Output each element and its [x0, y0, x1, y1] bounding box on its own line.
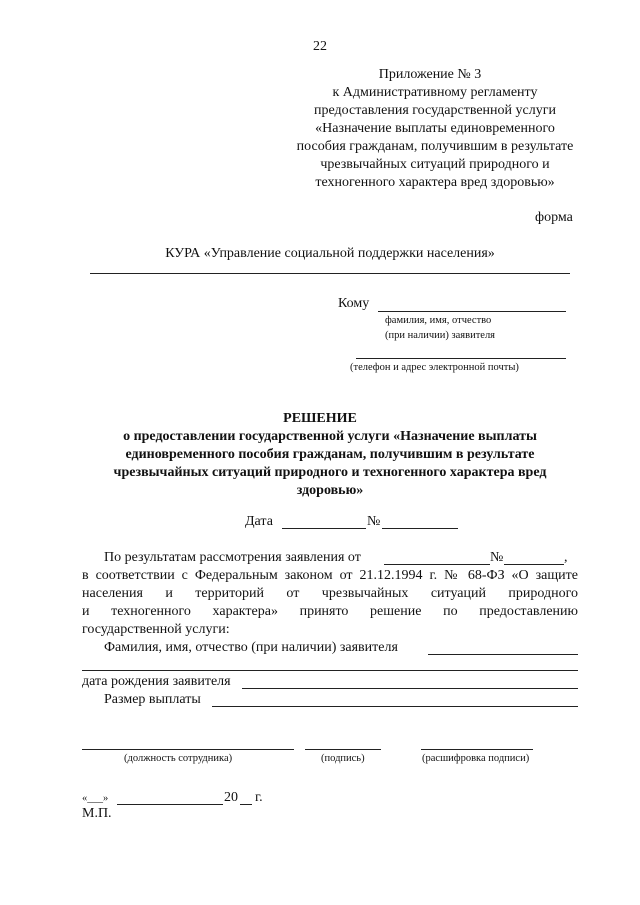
decision-subtitle: здоровью» [296, 483, 364, 498]
body-text: в соответствии с Федеральным законом от 21.12.1994 г. № 68-ФЗ «О защите [82, 568, 578, 583]
application-date-field[interactable] [384, 564, 490, 565]
name-hint: (при наличии) заявителя [385, 330, 496, 341]
application-number-field[interactable] [504, 564, 564, 565]
birth-date-field[interactable] [242, 688, 578, 689]
appendix-line: пособия гражданам, получившим в результате [296, 139, 574, 154]
signature-hint: (подпись) [321, 753, 365, 764]
addressee-name-field[interactable] [378, 311, 566, 312]
position-field[interactable] [82, 749, 294, 750]
signature-field[interactable] [305, 749, 381, 750]
number-label: № [367, 514, 381, 529]
date-field[interactable] [282, 528, 366, 529]
position-hint: (должность сотрудника) [124, 753, 233, 764]
appendix-line: «Назначение выплаты единовременного [315, 121, 555, 136]
stamp-label: М.П. [82, 806, 112, 821]
day-field[interactable]: «___» [82, 793, 109, 804]
appendix-line: предоставления государственной услуги [314, 103, 556, 118]
decision-title: РЕШЕНИЕ [283, 411, 357, 426]
body-text: населения и территорий от чрезвычайных ситуаций природного [82, 586, 578, 601]
month-field[interactable] [117, 804, 223, 805]
organization-name: КУРА «Управление социальной поддержки населения» [165, 246, 495, 261]
organization-underline [90, 273, 570, 274]
number-label: № [490, 550, 504, 565]
decision-subtitle: чрезвычайных ситуаций природного и техногенного характера вред [113, 465, 547, 480]
amount-label: Размер выплаты [104, 692, 201, 707]
year-suffix: г. [255, 790, 263, 805]
signature-decoding-hint: (расшифровка подписи) [422, 753, 530, 764]
appendix-title: Приложение № 3 [378, 67, 482, 82]
appendix-line: к Административному регламенту [332, 85, 538, 100]
body-text: и техногенного характера» принято решение по предоставлению [82, 604, 578, 619]
name-hint: фамилия, имя, отчество [385, 315, 492, 326]
date-label: Дата [245, 514, 273, 529]
number-field[interactable] [382, 528, 458, 529]
year-field[interactable] [240, 804, 252, 805]
body-text: По результатам рассмотрения заявления от [104, 550, 361, 565]
form-label: форма [535, 210, 573, 225]
decision-subtitle: единовременного пособия гражданам, получившим в результате [125, 447, 535, 462]
fio-label: Фамилия, имя, отчество (при наличии) заявителя [104, 640, 398, 655]
fio-field[interactable] [428, 654, 578, 655]
year-prefix: 20 [224, 790, 238, 805]
to-label: Кому [338, 296, 370, 311]
appendix-line: чрезвычайных ситуаций природного и [320, 157, 550, 172]
body-text: государственной услуги: [82, 622, 230, 637]
signature-decoding-field[interactable] [421, 749, 533, 750]
fio-field-continued[interactable] [82, 670, 578, 671]
comma: , [564, 550, 568, 565]
appendix-line: техногенного характера вред здоровью» [315, 175, 555, 190]
decision-subtitle: о предоставлении государственной услуги «Назначение выплаты [123, 429, 537, 444]
contact-hint: (телефон и адрес электронной почты) [350, 362, 519, 373]
amount-field[interactable] [212, 706, 578, 707]
addressee-contact-field[interactable] [356, 358, 566, 359]
page-number: 22 [313, 39, 327, 54]
birth-date-label: дата рождения заявителя [82, 674, 231, 689]
